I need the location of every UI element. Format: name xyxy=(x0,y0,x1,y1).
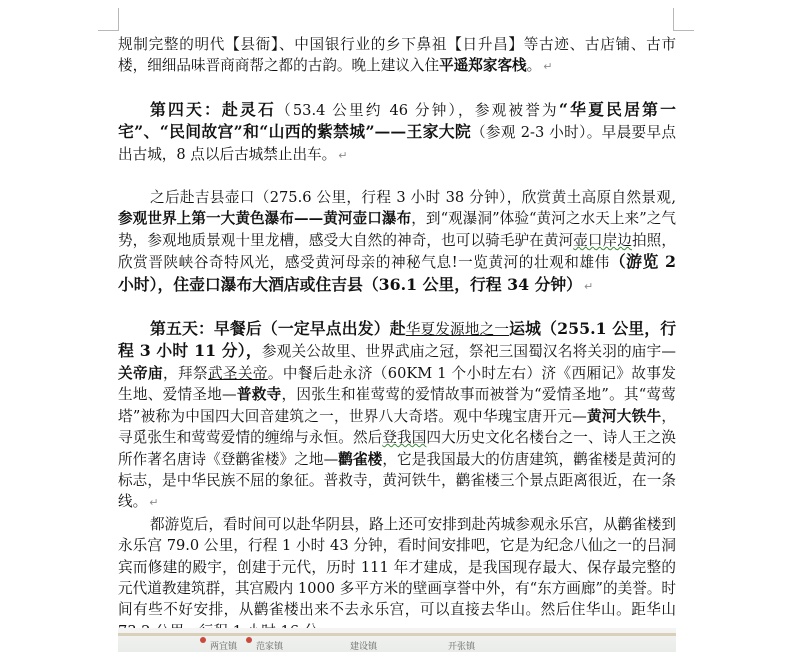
text-segment: ，因张生和崔莺莺的爱情故事而被誉为“爱情圣地”。其“莺莺塔”被称为中国四大回音建筑之一，世界八大奇塔。观中华瑰宝唐开元— xyxy=(118,386,676,425)
underlined-text: 武圣关帝 xyxy=(207,364,268,382)
grammar-flag-text: 壶口岸边 xyxy=(573,231,632,249)
embedded-map-image xyxy=(118,628,676,652)
text-segment: 参观关公故里、世界武庙之冠，祭祀三国蜀汉名将关羽的庙宇— xyxy=(261,343,676,361)
grammar-flag-text: 登我国 xyxy=(382,429,427,447)
text-segment: ，寻觅张生和莺莺爱情的缠绵与永恒。然后 xyxy=(118,407,676,447)
underlined-text: 华夏发源地之一 xyxy=(405,321,510,339)
text-segment: （53.4 公里约 46 分钟），参观被誉为 xyxy=(276,101,559,119)
day-heading: 第四天：赴灵石 xyxy=(150,99,277,119)
text-segment: 之后赴吉县壶口（275.6 公里，行程 3 小时 38 分钟），欣赏黄土高原自然景观, xyxy=(150,189,676,207)
blank-line xyxy=(118,78,676,99)
day-heading: 第五天：早餐后（一定早点出发）赴 xyxy=(150,319,406,339)
paragraph-day-four xyxy=(118,99,676,166)
map-road xyxy=(118,633,676,636)
paragraph-yongle-palace xyxy=(118,514,676,643)
paragraph-mark-icon: ↵ xyxy=(338,148,348,162)
text-segment: 规制完整的明代【县衙】、中国银行业的乡下鼻祖【日升昌】等古迹、古店铺、古市楼，细细品味晋商商帮之都的古韵。晚上建议入住 xyxy=(118,36,676,75)
map-pin-icon xyxy=(200,637,206,643)
highlight-text: “华夏民居第一宅”、“民间故宫”和“山西的紫禁城”——王家大院 xyxy=(118,99,676,142)
paragraph-mark-icon: ↵ xyxy=(149,496,159,510)
margin-corner-mark-left xyxy=(98,8,119,31)
text-segment: 四大历史文化名楼台之一、诗人王之涣所作著名唐诗《登鹳雀楼》之地— xyxy=(118,429,676,468)
highlight-text: 普救寺 xyxy=(236,386,282,404)
text-segment: （参观 2-3 小时）。早晨要早点出古城，8 点以后古城禁止出车。 xyxy=(118,124,676,163)
document-body[interactable] xyxy=(118,34,676,643)
paragraph-mark-icon: ↵ xyxy=(543,60,553,74)
map-label: 建设镇 xyxy=(350,642,378,652)
highlight-text: 关帝庙 xyxy=(118,364,163,382)
margin-corner-mark-right xyxy=(673,8,694,31)
map-label: 范家镇 xyxy=(256,642,284,652)
map-pin-icon xyxy=(246,637,252,643)
map-label: 开张镇 xyxy=(448,642,476,652)
blank-line xyxy=(118,297,676,318)
text-segment: 拍照，欣赏晋陕峡谷奇特风光，感受黄河母亲的神秘气息!一览黄河的壮观和雄伟 xyxy=(118,231,676,272)
highlight-text: （游览 2 小时），住壶口瀑布大酒店或住吉县（36.1 公里，行程 34 分钟） xyxy=(118,252,676,294)
paragraph-hukou xyxy=(118,187,676,297)
blank-line xyxy=(118,166,676,187)
highlight-text: 鹳雀楼 xyxy=(338,450,383,468)
text-segment: 都游览后，看时间可以赴华阴县，路上还可安排到赴芮城参观永乐宫，从鹳雀楼到永乐宫 79.0 公里，行程 1 小时 43 分钟，看时间安排吧，它是为纪念八仙之一的吕洞宾而修建的殿宇，创建于元代，历时 111 年才建成，是我国现存最大、保存最完整的元代道教建筑群，其宫殿内 1000 多平方米的壁画享誉中外，有“东方画廊”的美誉。时间有些不好安排，从鹳雀楼出来不去永乐宫，可以直接去华山。然后住华山。距华山 xyxy=(118,515,676,619)
highlight-text: 黄河大铁牛 xyxy=(586,407,662,425)
paragraph-day-five xyxy=(118,318,676,514)
text-segment: 。中餐后赴永济（60KM 1 个小时左右）济《西厢记》故事发生地、爱情圣地— xyxy=(118,364,676,404)
hotel-name: 平遥郑家客栈 xyxy=(439,57,527,75)
text-segment: ，拜祭 xyxy=(162,364,208,382)
map-label: 两宜镇 xyxy=(210,642,238,652)
highlight-text: 运城（255.1 公里，行程 3 小时 11 分）， xyxy=(118,319,676,361)
text-segment: 。 xyxy=(526,57,542,75)
highlight-text: 参观世界上第一大黄色瀑布——黄河壶口瀑布 xyxy=(118,210,412,228)
paragraph-mark-icon: ↵ xyxy=(583,279,594,293)
text-segment: ，它是我国最大的仿唐建筑，鹳雀楼是黄河的标志，是中华民族不屈的象征。普救寺，黄河铁牛，鹳雀楼三个景点距离很近，在一条线。 xyxy=(118,450,676,511)
text-segment: ，到“观瀑洞”体验“黄河之水天上来”之气势，参观地质景观十里龙槽，感受大自然的神奇，也可以骑毛驴在黄河 xyxy=(118,210,676,249)
paragraph-pingyao xyxy=(118,34,676,78)
